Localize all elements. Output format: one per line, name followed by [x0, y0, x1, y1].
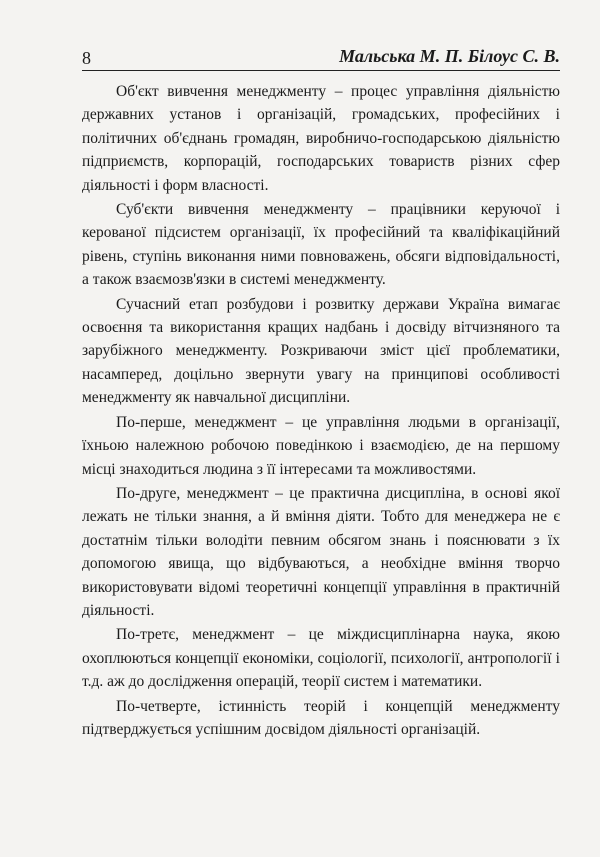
- paragraph-first-feature: По-перше, менеджмент – це управління людьми в організації, їхньою належною робочою поведінкою і взаємодією, де на першому місці знаходиться людина з її інтересами та можливостями.: [82, 413, 560, 478]
- paragraph-fourth-feature: По-четверте, істинність теорій і концепцій менеджменту підтверджується успішним досвідом діяльності організацій.: [82, 697, 560, 738]
- paragraph-subjects-of-study: Суб'єкти вивчення менеджменту – працівники керуючої і керованої підсистем організації, їх професійний та кваліфікаційний рівень, ступінь виконання ними повноважень, обсяги відповідальності, а також взаємозв'язки в системі менеджменту.: [82, 201, 560, 289]
- running-head-authors: Мальська М. П. Білоус С. В.: [339, 46, 560, 66]
- page-header: [82, 40, 560, 71]
- paragraph-object-of-study: Об'єкт вивчення менеджменту – процес управління діяльністю державних установ і організацій, громадських, професійних і політичних об'єднань громадян, виробничо-господарською діяльністю підприємств, корпорацій, господарських товариств різних сфер діяльності і форм власності.: [82, 83, 560, 194]
- paragraph-current-stage: Сучасний етап розбудови і розвитку держави Україна вимагає освоєння та використання кращих надбань і досвіду вітчизняного та зарубіжного менеджменту. Розкриваючи зміст цієї проблематики, насамперед, доцільно звернути увагу на принципові особливості менеджменту як навчальної дисципліни.: [82, 295, 560, 407]
- body-text: [82, 80, 560, 741]
- paragraph-second-feature: По-друге, менеджмент – це практична дисципліна, в основі якої лежать не тільки знання, а й вміння діяти. Тобто для менеджера не є достатнім тільки володіти певним обсягом знань і пояснювати з їх допомогою явища, що відбуваються, а необхідне вміння творчо використовувати відомі теоретичні концепції управління в практичній діяльності.: [82, 484, 560, 619]
- page-number: 8: [82, 48, 91, 68]
- paragraph-third-feature: По-третє, менеджмент – це міждисциплінарна наука, якою охоплюються концепції економіки, соціології, психології, антропології і т.д. аж до дослідження операцій, теорії систем і математики.: [82, 626, 560, 691]
